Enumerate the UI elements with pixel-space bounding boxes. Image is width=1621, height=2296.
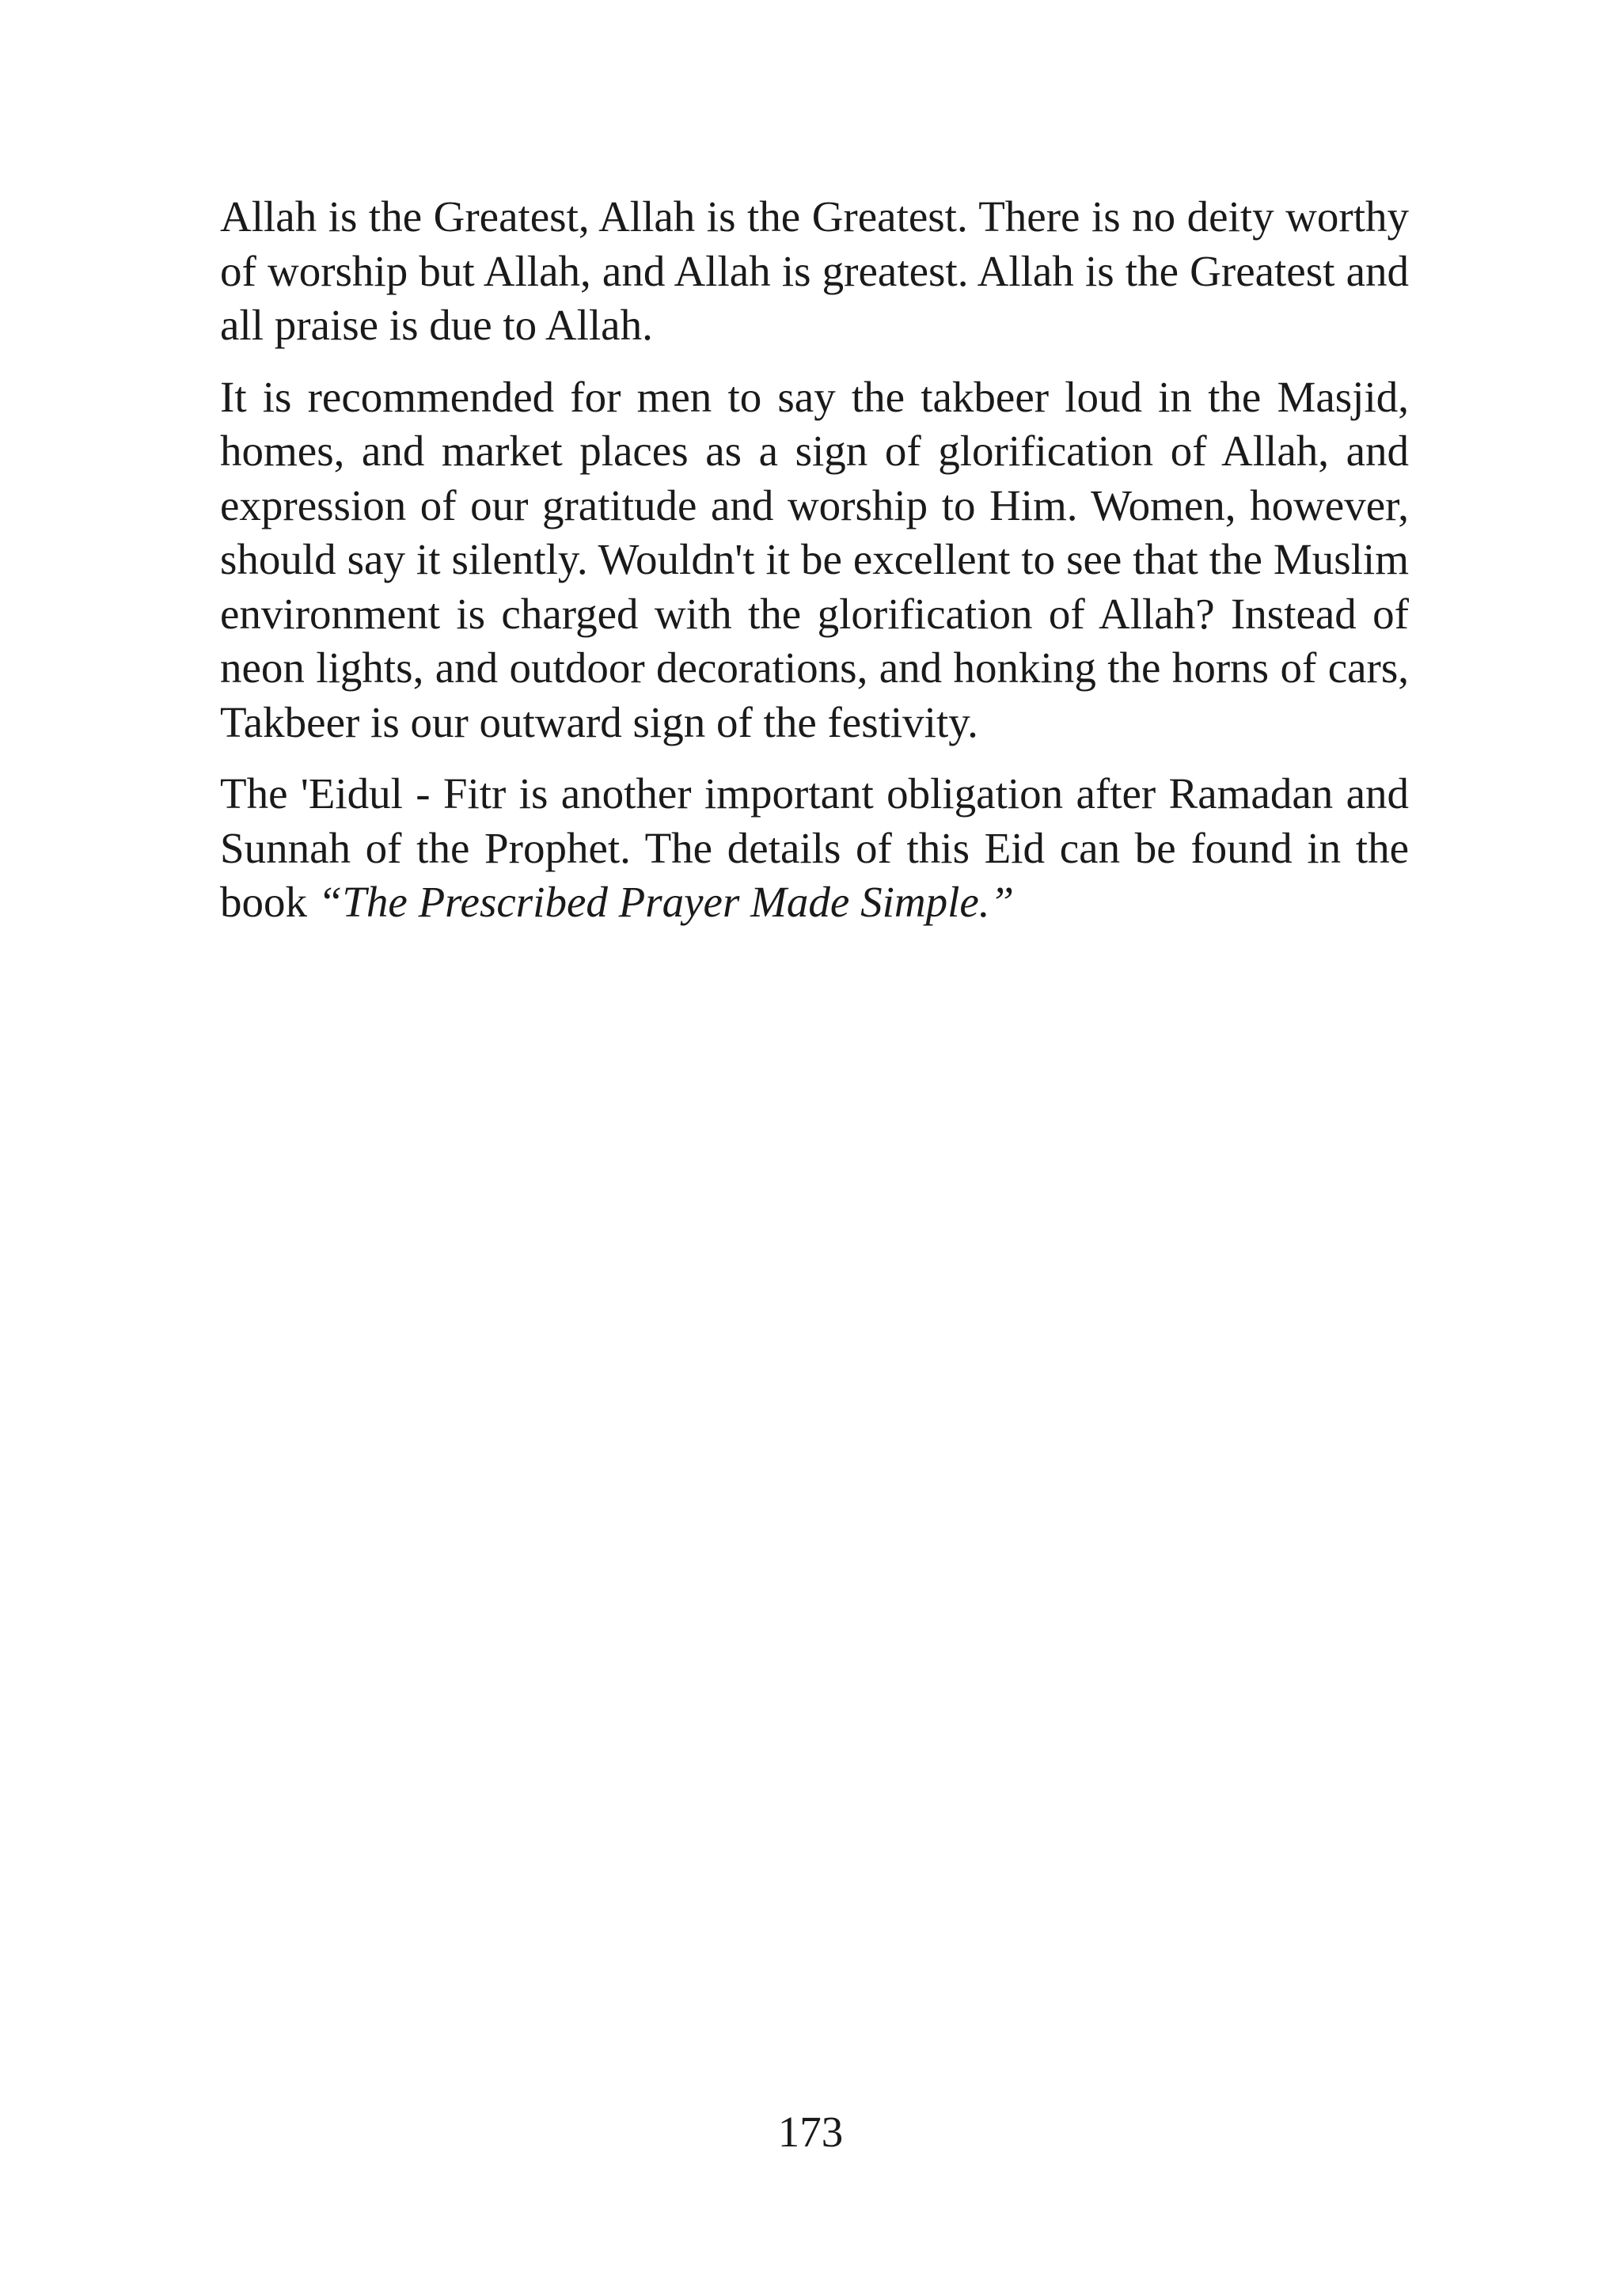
paragraph-takbeer-text: Allah is the Greatest, Allah is the Greatest. There is no deity worthy of worship but Allah, and Allah is greatest. Allah is the Greatest and all praise is due to Allah. [220,192,1409,349]
paragraph-eidul-fitr [220,767,1409,930]
body-text [220,190,1409,947]
book-title: “The Prescribed Prayer Made Simple.” [317,878,1015,926]
paragraph-eidul-fitr-text: The 'Eidul - Fitr is another important obligation after Ramadan and Sunnah of the Prophet. The details of this Eid can be found in the book [220,769,1409,926]
page-number: 173 [777,2108,844,2156]
paragraph-takbeer-recommendation: It is recommended for men to say the takbeer loud in the Masjid, homes, and market places as a sign of glorification of Allah, and expression of our gratitude and worship to Him. Women, however, should say it silently. Wouldn't it be excellent to see that the Muslim environment is charged with the glorification of Allah? Instead of neon lights, and outdoor decorations, and honking the horns of cars, Takbeer is our outward sign of the festivity. [220,372,1409,746]
